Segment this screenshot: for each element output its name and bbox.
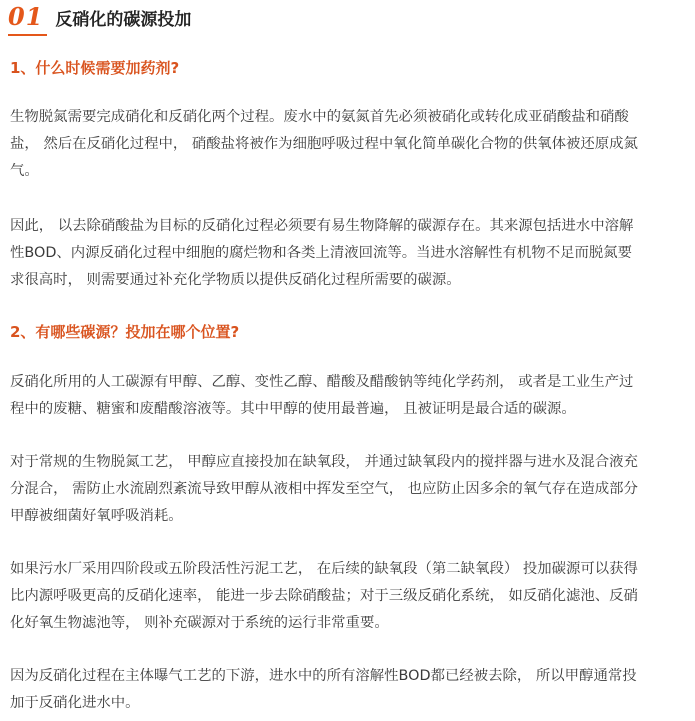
subheading-when-to-dose: 1、什么时候需要加药剂? <box>10 59 180 77</box>
section-title <box>8 2 191 32</box>
text-line: 求很高时， 则需要通过补充化学物质以提供反硝化过程所需要的碳源。 <box>10 272 461 288</box>
section-number: 01 <box>8 1 44 31</box>
text-line: 对于常规的生物脱氮工艺， 甲醇应直接投加在缺氧段， 并通过缺氧段内的搅拌器与进水及混合液充 <box>10 454 638 470</box>
text-line: 加于反硝化进水中。 <box>10 695 140 711</box>
text-line: 程中的废糖、糖蜜和废醋酸溶液等。其中甲醇的使用最普遍， 且被证明是最合适的碳源。 <box>10 401 576 417</box>
paragraph <box>10 369 688 423</box>
text-line: 化好氧生物滤池等， 则补充碳源对于系统的运行非常重要。 <box>10 615 389 631</box>
text-line: 因此， 以去除硝酸盐为目标的反硝化过程必须要有易生物降解的碳源存在。其来源包括进水中溶解 <box>10 218 634 234</box>
paragraph <box>10 556 688 637</box>
text-line: 甲醇被细菌好氧呼吸消耗。 <box>10 508 183 524</box>
text-line: 盐， 然后在反硝化过程中， 硝酸盐将被作为细胞呼吸过程中氧化简单碳化合物的供氧体被还原成氮 <box>10 136 638 152</box>
paragraph <box>10 213 688 294</box>
text-line: 如果污水厂采用四阶段或五阶段活性污泥工艺， 在后续的缺氧段（第二缺氧段） 投加碳源可以获得 <box>10 561 638 577</box>
text-line: 比内源呼吸更高的反硝化速率， 能进一步去除硝酸盐；对于三级反硝化系统， 如反硝化滤池、反硝 <box>10 588 638 604</box>
text-line: 因为反硝化过程在主体曝气工艺的下游，进水中的所有溶解性BOD都已经被去除， 所以甲醇通常投 <box>10 668 637 684</box>
text-line: 气。 <box>10 163 39 179</box>
text-line: 分混合， 需防止水流剧烈紊流导致甲醇从液相中挥发至空气， 也应防止因多余的氧气存在造成部分 <box>10 481 638 497</box>
paragraph <box>10 449 688 530</box>
subheading-carbon-sources: 2、有哪些碳源？投加在哪个位置? <box>10 323 240 341</box>
paragraph <box>10 104 688 185</box>
text-line: 反硝化所用的人工碳源有甲醇、乙醇、变性乙醇、醋酸及醋酸钠等纯化学药剂， 或者是工业生产过 <box>10 374 634 390</box>
paragraph <box>10 663 688 717</box>
section-title-text: 反硝化的碳源投加 <box>55 9 192 30</box>
text-line: 生物脱氮需要完成硝化和反硝化两个过程。废水中的氨氮首先必须被硝化或转化成亚硝酸盐和硝酸 <box>10 109 629 125</box>
text-line: 性BOD、内源反硝化过程中细胞的腐烂物和各类上清液回流等。当进水溶解性有机物不足而脱氮要 <box>10 245 633 261</box>
